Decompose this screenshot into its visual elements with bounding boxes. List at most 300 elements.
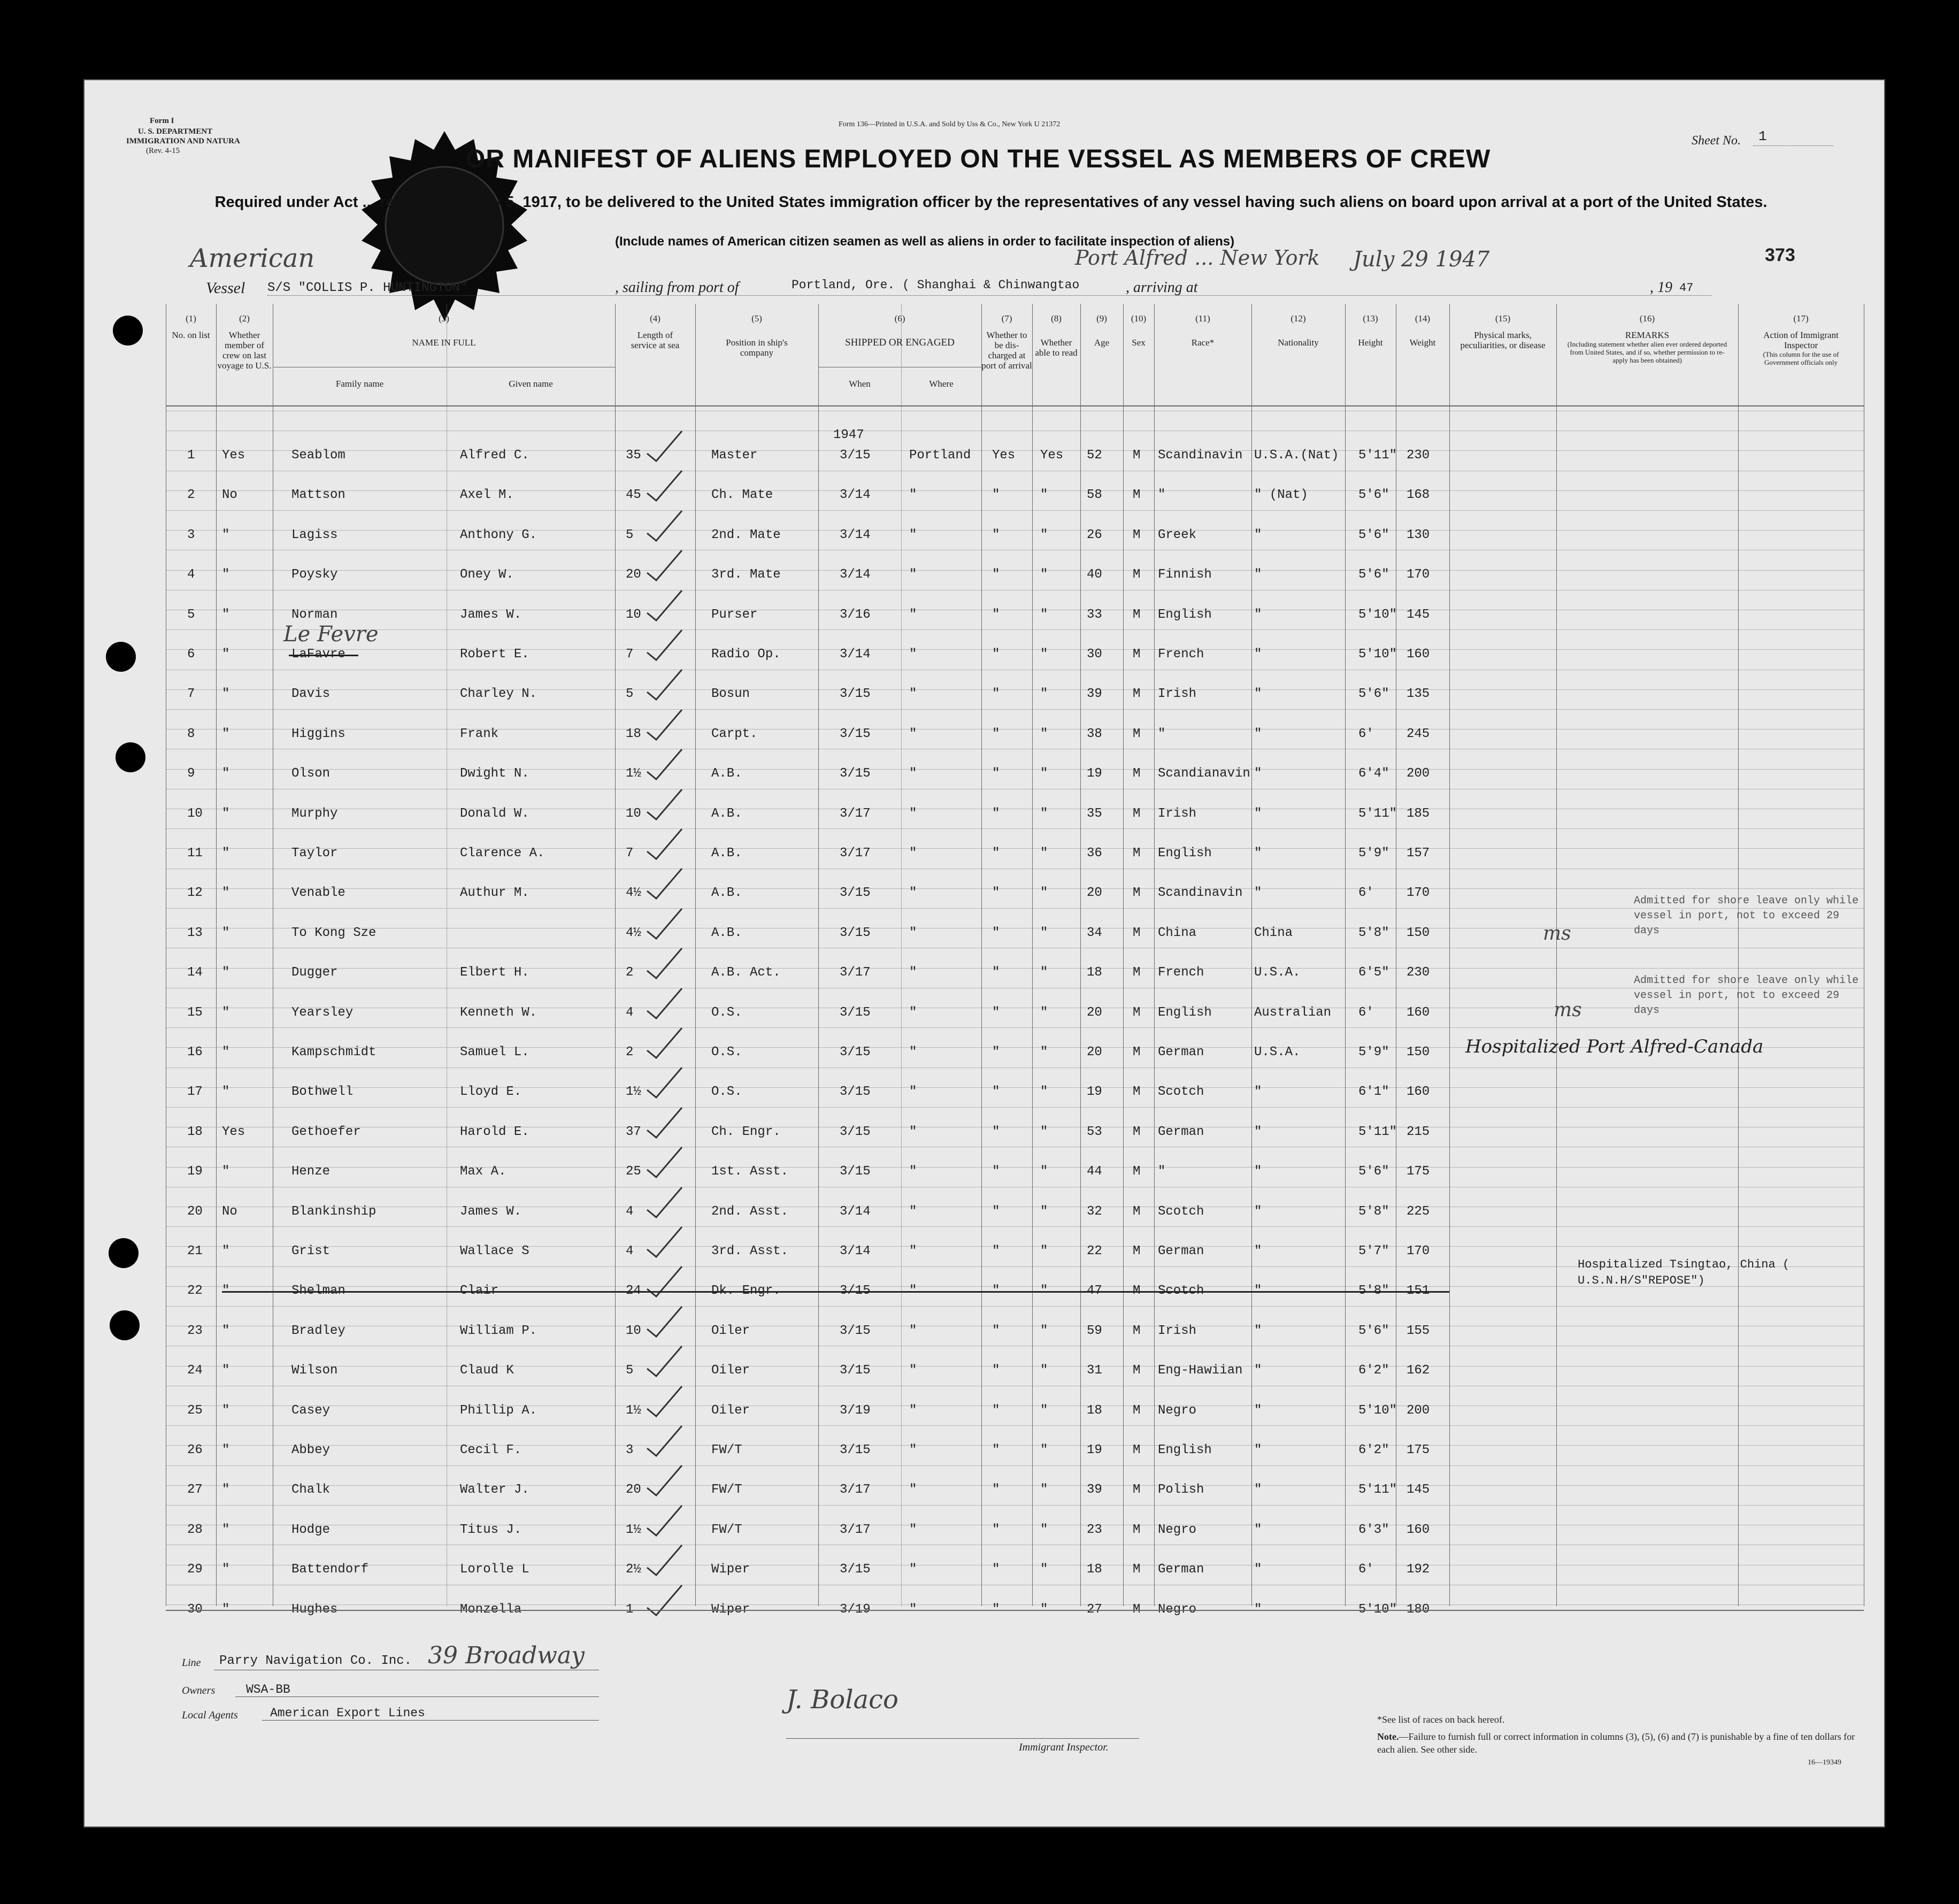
row-7-age: 39 <box>1087 687 1102 702</box>
col1-header: (1) No. on list <box>172 313 210 340</box>
row-5-height: 5'10" <box>1358 607 1397 622</box>
row-22-no: 22 <box>187 1284 203 1299</box>
row-16-weight: 150 <box>1407 1045 1430 1060</box>
row-3-disch: " <box>992 527 1000 542</box>
row-23-no: 23 <box>187 1323 203 1338</box>
row-2-read: " <box>1040 488 1048 503</box>
row-3-height: 5'6" <box>1358 527 1389 542</box>
col12-header: (12) Nationality <box>1278 313 1319 348</box>
row-7-weight: 135 <box>1407 687 1430 702</box>
row-27-last: " <box>222 1483 230 1498</box>
row-21-no: 21 <box>187 1244 203 1258</box>
row-11-disch: " <box>992 846 1000 861</box>
check-mark <box>644 1143 687 1180</box>
row-30-disch: " <box>992 1602 1000 1617</box>
row-11-sex: M <box>1133 846 1141 861</box>
col3-header: (3) NAME IN FULL <box>412 313 476 348</box>
row-21-last: " <box>222 1244 230 1258</box>
check-mark <box>644 944 687 981</box>
row-16-family: Kampschmidt <box>291 1045 377 1060</box>
revision: (Rev. 4-15 <box>146 147 180 155</box>
row-21-age: 22 <box>1087 1244 1102 1258</box>
row-14-disch: " <box>992 965 1000 980</box>
row-23-last: " <box>222 1323 230 1338</box>
row-9-race: Scandianavin <box>1158 766 1250 781</box>
row-18-height: 5'11" <box>1358 1124 1397 1139</box>
row-22-where: " <box>909 1284 917 1299</box>
row-14-age: 18 <box>1087 965 1102 980</box>
row-23-service: 10 <box>626 1323 641 1338</box>
row-17-disch: " <box>992 1085 1000 1100</box>
row-21-given: Wallace S <box>460 1244 529 1258</box>
row-5-disch: " <box>992 607 1000 622</box>
row-23-when: 3/15 <box>840 1323 871 1338</box>
row-6-position: Radio Op. <box>711 647 781 662</box>
row-21-read: " <box>1040 1244 1048 1258</box>
row-6-height: 5'10" <box>1358 647 1397 662</box>
row-22-weight: 151 <box>1407 1284 1430 1299</box>
row-3-read: " <box>1040 527 1048 542</box>
row-12-service: 4½ <box>626 886 641 901</box>
check-mark <box>644 586 687 624</box>
row-5-nat: " <box>1254 607 1262 622</box>
row-30-nat: " <box>1254 1602 1262 1617</box>
row-21-weight: 170 <box>1407 1244 1430 1258</box>
row-21-sex: M <box>1133 1244 1141 1258</box>
row-6-where: " <box>909 647 917 662</box>
check-mark <box>644 665 687 703</box>
row-6-sex: M <box>1133 647 1141 662</box>
row-25-last: " <box>222 1403 230 1418</box>
row-3-race: Greek <box>1158 527 1197 542</box>
row-9-sex: M <box>1133 766 1141 781</box>
row-14-where: " <box>909 965 917 980</box>
row-6-service: 7 <box>626 647 634 662</box>
row-6-given: Robert E. <box>460 647 529 662</box>
punch-hole <box>109 1238 139 1268</box>
row-17-height: 6'1" <box>1358 1085 1389 1100</box>
row-25-read: " <box>1040 1403 1048 1418</box>
row-3-no: 3 <box>187 527 195 542</box>
row-9-where: " <box>909 766 917 781</box>
row-18-race: German <box>1158 1124 1204 1139</box>
row-25-family: Casey <box>291 1403 331 1418</box>
row-22-given: Clair <box>460 1284 499 1299</box>
row-7-last: " <box>222 687 230 702</box>
year-label: , 19 <box>1650 279 1672 296</box>
row-16-position: O.S. <box>711 1045 742 1060</box>
sailing-label: , sailing from port of <box>615 279 739 296</box>
row-30-last: " <box>222 1602 230 1617</box>
row-26-position: FW/T <box>711 1443 742 1457</box>
row-16-nat: U.S.A. <box>1254 1045 1301 1060</box>
row-14-service: 2 <box>626 965 634 980</box>
row-9-when: 3/15 <box>840 766 871 781</box>
where-header: Where <box>929 379 954 389</box>
row-8-given: Frank <box>460 726 499 741</box>
col11-header: (11) Race* <box>1191 313 1215 348</box>
check-mark <box>644 785 687 823</box>
row-10-where: " <box>909 806 917 821</box>
row-4-disch: " <box>992 567 1000 582</box>
row-10-age: 35 <box>1087 806 1102 821</box>
row-29-disch: " <box>992 1562 1000 1577</box>
row-28-read: " <box>1040 1522 1048 1537</box>
row-18-family: Gethoefer <box>291 1124 361 1139</box>
row-16-remarks: Hospitalized Port Alfred-Canada <box>1465 1036 1764 1057</box>
row-8-height: 6' <box>1358 726 1374 741</box>
row-4-last: " <box>222 567 230 582</box>
row-13-where: " <box>909 925 917 940</box>
row-8-age: 38 <box>1087 726 1102 741</box>
row-24-sex: M <box>1133 1363 1141 1378</box>
check-mark <box>644 1103 687 1141</box>
row-25-height: 5'10" <box>1358 1403 1397 1418</box>
row-21-where: " <box>909 1244 917 1258</box>
row-30-height: 5'10" <box>1358 1602 1397 1617</box>
row-22-race: Scotch <box>1158 1284 1204 1299</box>
row-17-weight: 160 <box>1407 1085 1430 1100</box>
stamp-number: 373 <box>1765 245 1795 265</box>
check-mark <box>644 1461 687 1499</box>
row-20-nat: " <box>1254 1204 1262 1219</box>
row-12-read: " <box>1040 886 1048 901</box>
check-mark <box>644 705 687 743</box>
row-12-no: 12 <box>187 886 203 901</box>
row-30-age: 27 <box>1087 1602 1102 1617</box>
check-mark <box>644 864 687 902</box>
row-15-age: 20 <box>1087 1005 1102 1020</box>
row-24-when: 3/15 <box>840 1363 871 1378</box>
fine-note: Note.—Failure to furnish full or correct information in columns (3), (5), (6) and (7) is punishable by a fine of ten dollars for each alien. See other side. <box>1377 1731 1855 1755</box>
row-7-service: 5 <box>626 687 634 702</box>
row-13-sex: M <box>1133 925 1141 940</box>
row-19-service: 25 <box>626 1164 641 1179</box>
row-7-height: 5'6" <box>1358 687 1389 702</box>
row-16-given: Samuel L. <box>460 1045 529 1060</box>
row-1-read: Yes <box>1040 448 1064 463</box>
row-11-height: 5'9" <box>1358 846 1389 861</box>
row-6-age: 30 <box>1087 647 1102 662</box>
row-11-given: Clarence A. <box>460 846 545 861</box>
row-27-height: 5'11" <box>1358 1483 1397 1498</box>
row-8-when: 3/15 <box>840 726 871 741</box>
row-10-service: 10 <box>626 806 641 821</box>
row-26-family: Abbey <box>291 1443 331 1457</box>
row-1-race: Scandinavin <box>1158 448 1243 463</box>
row-1-service: 35 <box>626 448 641 463</box>
row-18-service: 37 <box>626 1124 641 1139</box>
row-12-given: Authur M. <box>460 886 529 901</box>
row-23-weight: 155 <box>1407 1323 1430 1338</box>
vessel-underline <box>267 295 1711 296</box>
row-10-position: A.B. <box>711 806 742 821</box>
row-8-disch: " <box>992 726 1000 741</box>
row-20-family: Blankinship <box>291 1204 377 1219</box>
row-22-last: " <box>222 1284 230 1299</box>
row-11-weight: 157 <box>1407 846 1430 861</box>
row-17-position: O.S. <box>711 1085 742 1100</box>
row-8-nat: " <box>1254 726 1262 741</box>
row-18-when: 3/15 <box>840 1124 871 1139</box>
row-3-family: Lagiss <box>291 527 338 542</box>
row-17-service: 1½ <box>626 1085 641 1100</box>
row-25-weight: 200 <box>1407 1403 1430 1418</box>
check-mark <box>644 825 687 862</box>
row-29-age: 18 <box>1087 1562 1102 1577</box>
row-20-service: 4 <box>626 1204 634 1219</box>
row-17-when: 3/15 <box>840 1085 871 1100</box>
row-15-sex: M <box>1133 1005 1141 1020</box>
row-16-race: German <box>1158 1045 1204 1060</box>
row-9-age: 19 <box>1087 766 1102 781</box>
row-13-race: China <box>1158 925 1197 940</box>
row-5-position: Purser <box>711 607 758 622</box>
row-28-when: 3/17 <box>840 1522 871 1537</box>
row-19-race: " <box>1158 1164 1166 1179</box>
row-27-disch: " <box>992 1483 1000 1498</box>
family-name-header: Family name <box>335 379 384 389</box>
row-4-nat: " <box>1254 567 1262 582</box>
row-19-disch: " <box>992 1164 1000 1179</box>
row-2-last: No <box>222 488 237 503</box>
row-24-nat: " <box>1254 1363 1262 1378</box>
row-4-position: 3rd. Mate <box>711 567 781 582</box>
col10-header: (10) Sex <box>1131 313 1147 348</box>
row-19-where: " <box>909 1164 917 1179</box>
check-mark <box>644 546 687 584</box>
row-29-sex: M <box>1133 1562 1141 1577</box>
row-25-nat: " <box>1254 1403 1262 1418</box>
row-20-no: 20 <box>187 1204 203 1219</box>
row-10-sex: M <box>1133 806 1141 821</box>
row-27-age: 39 <box>1087 1483 1102 1498</box>
row-4-height: 5'6" <box>1358 567 1389 582</box>
row-28-given: Titus J. <box>460 1522 522 1537</box>
row-12-position: A.B. <box>711 886 742 901</box>
row-24-no: 24 <box>187 1363 203 1378</box>
row-5-sex: M <box>1133 607 1141 622</box>
row-13-no: 13 <box>187 925 203 940</box>
row-7-when: 3/15 <box>840 687 871 702</box>
row-5-read: " <box>1040 607 1048 622</box>
row-26-read: " <box>1040 1443 1048 1457</box>
row-30-family: Hughes <box>291 1602 338 1617</box>
row-11-no: 11 <box>187 846 203 861</box>
row-12-weight: 170 <box>1407 886 1430 901</box>
row-23-height: 5'6" <box>1358 1323 1389 1338</box>
arrival-handwritten: Port Alfred ... New York <box>1075 246 1320 270</box>
row-22-nat: " <box>1254 1284 1262 1299</box>
check-mark <box>644 1501 687 1539</box>
row-29-height: 6' <box>1358 1562 1374 1577</box>
check-mark <box>644 1541 687 1578</box>
col14-header: (14) Weight <box>1409 313 1436 348</box>
row-27-race: Polish <box>1158 1483 1204 1498</box>
row-23-nat: " <box>1254 1323 1262 1338</box>
row-23-family: Bradley <box>291 1323 345 1338</box>
row-19-position: 1st. Asst. <box>711 1164 789 1179</box>
row-29-read: " <box>1040 1562 1048 1577</box>
row-2-where: " <box>909 488 917 503</box>
row-28-sex: M <box>1133 1522 1141 1537</box>
check-mark <box>644 1223 687 1260</box>
row-3-weight: 130 <box>1407 527 1430 542</box>
row-14-nat: U.S.A. <box>1254 965 1301 980</box>
row-7-position: Bosun <box>711 687 750 702</box>
row-12-nat: " <box>1254 886 1262 901</box>
row-17-sex: M <box>1133 1085 1141 1100</box>
row-10-nat: " <box>1254 806 1262 821</box>
sheet-number: 1 <box>1758 128 1767 144</box>
col13-header: (13) Height <box>1358 313 1383 348</box>
row-5-family: Norman <box>291 607 338 622</box>
row-18-weight: 215 <box>1407 1124 1430 1139</box>
row-7-family: Davis <box>291 687 331 702</box>
punch-hole <box>113 316 143 346</box>
row-18-given: Harold E. <box>460 1124 529 1139</box>
row-9-nat: " <box>1254 766 1262 781</box>
check-mark <box>644 1302 687 1340</box>
row-14-position: A.B. Act. <box>711 965 781 980</box>
row-1-age: 52 <box>1087 448 1102 463</box>
row-15-last: " <box>222 1005 230 1020</box>
row-30-where: " <box>909 1602 917 1617</box>
row-12-when: 3/15 <box>840 886 871 901</box>
row-25-service: 1½ <box>626 1403 641 1418</box>
row-25-position: Oiler <box>711 1403 750 1418</box>
row-5-race: English <box>1158 607 1212 622</box>
row-18-no: 18 <box>187 1124 203 1139</box>
row-13-read: " <box>1040 925 1048 940</box>
row-2-sex: M <box>1133 488 1141 503</box>
row-27-sex: M <box>1133 1483 1141 1498</box>
row-21-family: Grist <box>291 1244 331 1258</box>
row-17-last: " <box>222 1085 230 1100</box>
row-6-family: LaFavre <box>291 647 345 662</box>
row-27-where: " <box>909 1483 917 1498</box>
row-20-last: No <box>222 1204 237 1219</box>
row-5-where: " <box>909 607 917 622</box>
row-29-service: 2½ <box>626 1562 641 1577</box>
row-3-where: " <box>909 527 917 542</box>
row-1-last: Yes <box>222 448 245 463</box>
row-6-weight: 160 <box>1407 647 1430 662</box>
row-28-last: " <box>222 1522 230 1537</box>
row-19-no: 19 <box>187 1164 203 1179</box>
row-8-race: " <box>1158 726 1166 741</box>
row-7-no: 7 <box>187 687 195 702</box>
row-14-height: 6'5" <box>1358 965 1389 980</box>
row-22-height: 5'8" <box>1358 1284 1389 1299</box>
legal-subtitle: Required under Act ....ress of February 5, 1917, to be delivered to the United States immigration officer by the representatives of any vessel having such aliens on board upon arrival at a port of the United States. <box>214 194 1768 211</box>
check-mark <box>644 427 687 464</box>
row-3-nat: " <box>1254 527 1262 542</box>
row-5-service: 10 <box>626 607 641 622</box>
row-30-race: Negro <box>1158 1602 1197 1617</box>
row-29-weight: 192 <box>1407 1562 1430 1577</box>
row-21-service: 4 <box>626 1244 634 1258</box>
row-28-no: 28 <box>187 1522 203 1537</box>
col8-header: (8) Whether able to read <box>1035 313 1078 358</box>
row-16-height: 5'9" <box>1358 1045 1389 1060</box>
row-4-weight: 170 <box>1407 567 1430 582</box>
check-mark <box>644 626 687 663</box>
row-9-service: 1½ <box>626 766 641 781</box>
sailing-port: Portland, Ore. ( Shanghai & Chinwangtao <box>792 278 1080 292</box>
row-26-last: " <box>222 1443 230 1457</box>
col5-header: (5) Position in ship's company <box>726 313 788 358</box>
row-15-disch: " <box>992 1005 1000 1020</box>
row-23-disch: " <box>992 1323 1000 1338</box>
row-1-weight: 230 <box>1407 448 1430 463</box>
row-24-position: Oiler <box>711 1363 750 1378</box>
check-mark <box>644 1024 687 1061</box>
row-24-where: " <box>909 1363 917 1378</box>
row-26-nat: " <box>1254 1443 1262 1457</box>
row-15-height: 6' <box>1358 1005 1374 1020</box>
row-17-race: Scotch <box>1158 1085 1204 1100</box>
row-5-weight: 145 <box>1407 607 1430 622</box>
row-2-nat: " (Nat) <box>1254 488 1308 503</box>
row-4-race: Finnish <box>1158 567 1212 582</box>
row-2-disch: " <box>992 488 1000 503</box>
row-10-disch: " <box>992 806 1000 821</box>
row-19-nat: " <box>1254 1164 1262 1179</box>
line-label: Line <box>182 1657 201 1669</box>
row-19-weight: 175 <box>1407 1164 1430 1179</box>
row-20-position: 2nd. Asst. <box>711 1204 789 1219</box>
row-2-weight: 168 <box>1407 488 1430 503</box>
row-6-nat: " <box>1254 647 1262 662</box>
row-12-race: Scandinavin <box>1158 886 1243 901</box>
row-17-where: " <box>909 1085 917 1100</box>
row-12-height: 6' <box>1358 886 1374 901</box>
row-24-age: 31 <box>1087 1363 1102 1378</box>
row-27-weight: 145 <box>1407 1483 1430 1498</box>
row-28-nat: " <box>1254 1522 1262 1537</box>
row-11-age: 36 <box>1087 846 1102 861</box>
row-4-when: 3/14 <box>840 567 871 582</box>
row-3-when: 3/14 <box>840 527 871 542</box>
row-30-sex: M <box>1133 1602 1141 1617</box>
row-15-family: Yearsley <box>291 1005 354 1020</box>
row-29-family: Battendorf <box>291 1562 369 1577</box>
row-2-given: Axel M. <box>460 488 514 503</box>
row-18-read: " <box>1040 1124 1048 1139</box>
row-14-no: 14 <box>187 965 203 980</box>
check-mark <box>644 1581 687 1618</box>
strike-line <box>289 655 358 656</box>
row-1-sex: M <box>1133 448 1141 463</box>
row-26-height: 6'2" <box>1358 1443 1389 1457</box>
row-15-read: " <box>1040 1005 1048 1020</box>
row-2-service: 45 <box>626 488 641 503</box>
row-24-weight: 162 <box>1407 1363 1430 1378</box>
row-15-remarks: Admitted for shore leave only while vessel in port, not to exceed 29 days <box>1634 974 1859 1017</box>
check-mark <box>644 1382 687 1419</box>
row-30-position: Wiper <box>711 1602 750 1617</box>
row-13-position: A.B. <box>711 925 742 940</box>
dept-label-2: IMMIGRATION AND NATURA <box>126 137 240 145</box>
row-21-height: 5'7" <box>1358 1244 1389 1258</box>
row-5-given: James W. <box>460 607 522 622</box>
row-20-age: 32 <box>1087 1204 1102 1219</box>
owners-value: WSA-BB <box>246 1683 290 1696</box>
row-14-sex: M <box>1133 965 1141 980</box>
row-20-when: 3/14 <box>840 1204 871 1219</box>
row-12-family: Venable <box>291 886 345 901</box>
